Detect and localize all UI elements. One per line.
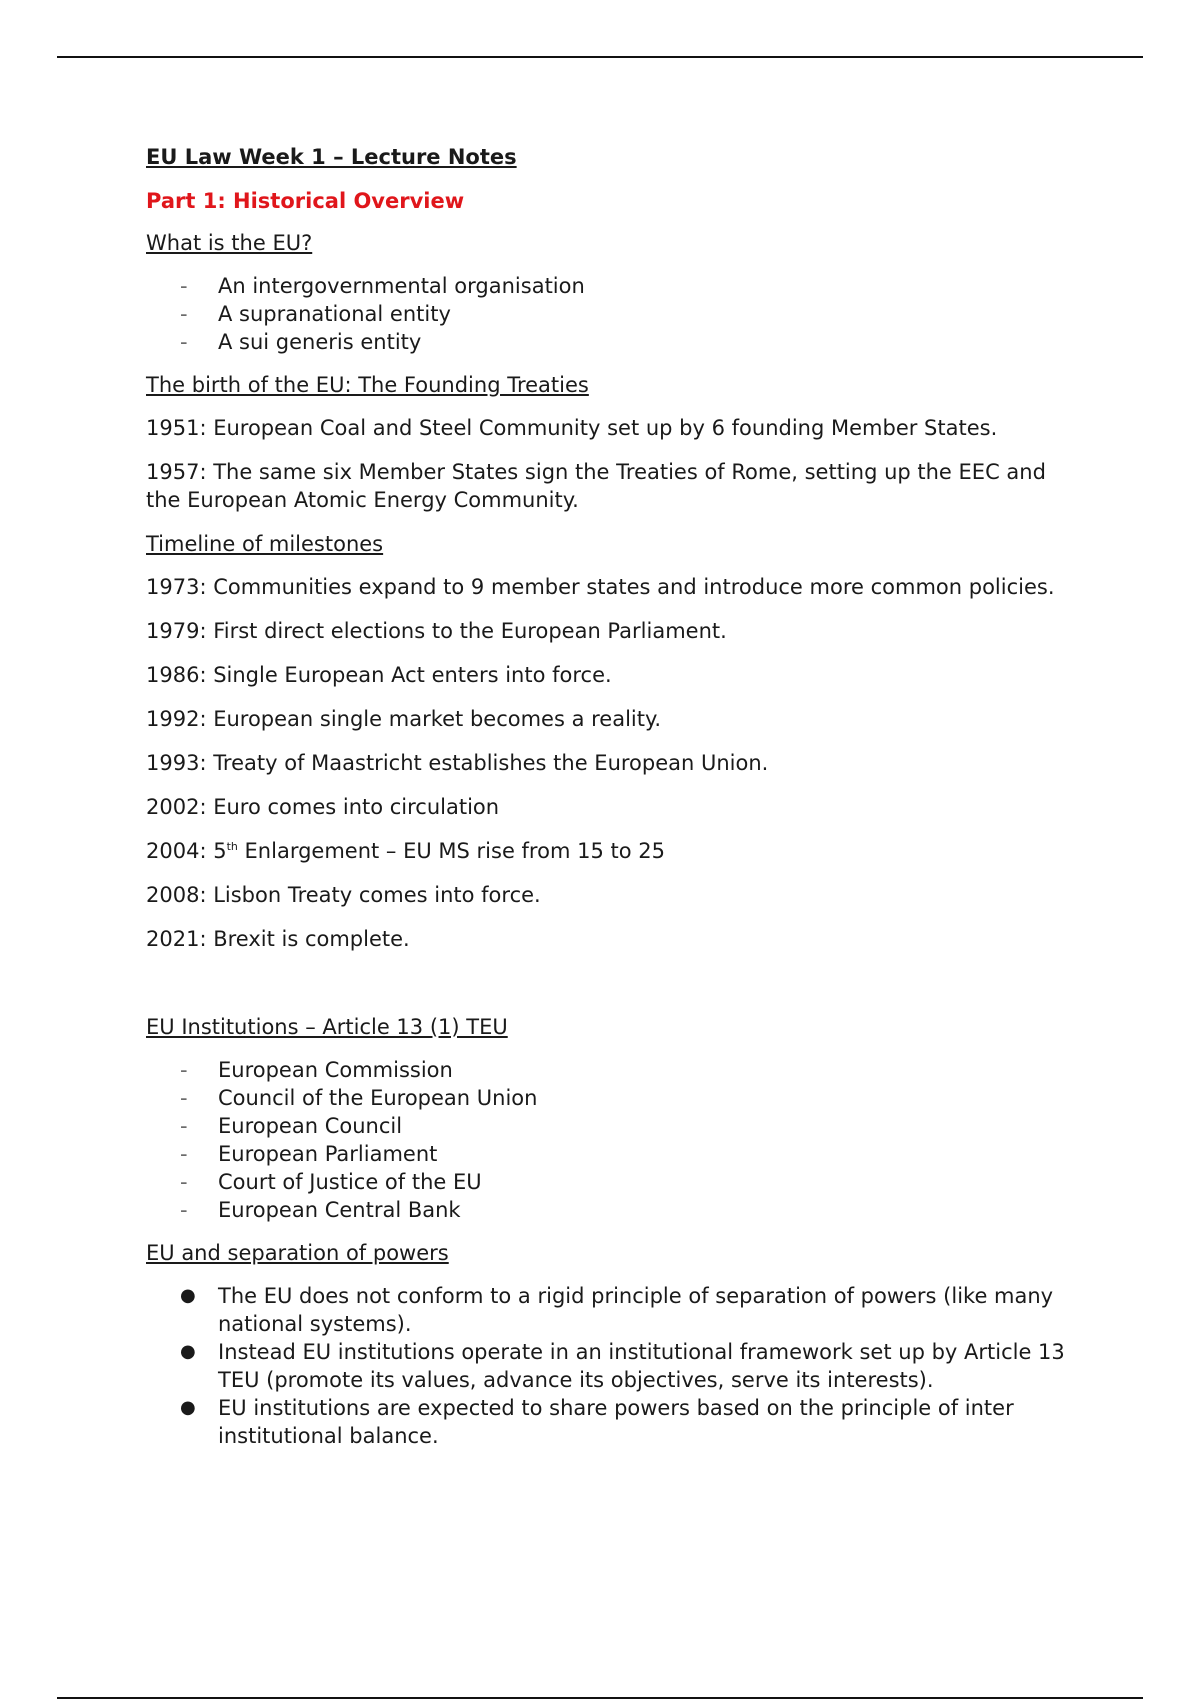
separation-of-powers-list <box>146 1282 1066 1450</box>
timeline-entry: 2004: 5th Enlargement – EU MS rise from 15 to 25 <box>146 839 665 863</box>
bullet-icon: ● <box>180 1341 196 1362</box>
section-heading-founding-treaties: The birth of the EU: The Founding Treaties <box>146 373 589 397</box>
bottom-rule <box>57 1697 1143 1699</box>
superscript: th <box>226 840 238 853</box>
list-item: - Court of Justice of the EU <box>180 1170 482 1194</box>
list-item: ● Instead EU institutions operate in an institutional framework set up by Article 13 TEU (promote its values, advance its objectives, serve its interests). <box>180 1340 1065 1392</box>
section-heading-what-is-eu: What is the EU? <box>146 231 313 255</box>
dash-marker: - <box>180 1058 188 1082</box>
timeline-entry: 2008: Lisbon Treaty comes into force. <box>146 883 541 907</box>
timeline-entry: 2021: Brexit is complete. <box>146 927 410 951</box>
what-is-eu-list <box>146 272 1066 356</box>
dash-marker: - <box>180 274 188 298</box>
document-body <box>146 143 1066 1465</box>
dash-marker: - <box>180 1086 188 1110</box>
dash-marker: - <box>180 1170 188 1194</box>
timeline-entry: 2002: Euro comes into circulation <box>146 795 500 819</box>
timeline-entry: 1973: Communities expand to 9 member states and introduce more common policies. <box>146 575 1055 599</box>
bullet-icon: ● <box>180 1397 196 1418</box>
dash-marker: - <box>180 1142 188 1166</box>
timeline-entry: 1986: Single European Act enters into force. <box>146 663 612 687</box>
paragraph: 1957: The same six Member States sign the Treaties of Rome, setting up the EEC and the European Atomic Energy Community. <box>146 460 1046 512</box>
dash-marker: - <box>180 330 188 354</box>
list-item: - European Council <box>180 1114 403 1138</box>
list-item: - European Parliament <box>180 1142 438 1166</box>
dash-marker: - <box>180 1114 188 1138</box>
list-item: - European Commission <box>180 1058 453 1082</box>
list-item: - A sui generis entity <box>180 330 422 354</box>
list-item: ● The EU does not conform to a rigid principle of separation of powers (like many national systems). <box>180 1284 1054 1336</box>
dash-marker: - <box>180 302 188 326</box>
timeline-entry: 1992: European single market becomes a reality. <box>146 707 662 731</box>
section-heading-separation-of-powers: EU and separation of powers <box>146 1241 449 1265</box>
section-heading-timeline: Timeline of milestones <box>146 532 384 556</box>
section-heading-institutions: EU Institutions – Article 13 (1) TEU <box>146 1015 508 1039</box>
list-item: ● EU institutions are expected to share powers based on the principle of inter institutional balance. <box>180 1396 1014 1448</box>
list-item: - A supranational entity <box>180 302 451 326</box>
list-item: - An intergovernmental organisation <box>180 274 585 298</box>
list-item: - European Central Bank <box>180 1198 461 1222</box>
document-title: EU Law Week 1 – Lecture Notes <box>146 145 517 169</box>
paragraph: 1951: European Coal and Steel Community set up by 6 founding Member States. <box>146 416 998 440</box>
bullet-icon: ● <box>180 1285 196 1306</box>
part-title: Part 1: Historical Overview <box>146 189 465 213</box>
dash-marker: - <box>180 1198 188 1222</box>
list-item: - Council of the European Union <box>180 1086 538 1110</box>
top-rule <box>57 56 1143 58</box>
timeline-entry: 1979: First direct elections to the European Parliament. <box>146 619 727 643</box>
timeline-entry: 1993: Treaty of Maastricht establishes the European Union. <box>146 751 769 775</box>
spacer <box>146 969 1066 1013</box>
institutions-list <box>146 1056 1066 1224</box>
